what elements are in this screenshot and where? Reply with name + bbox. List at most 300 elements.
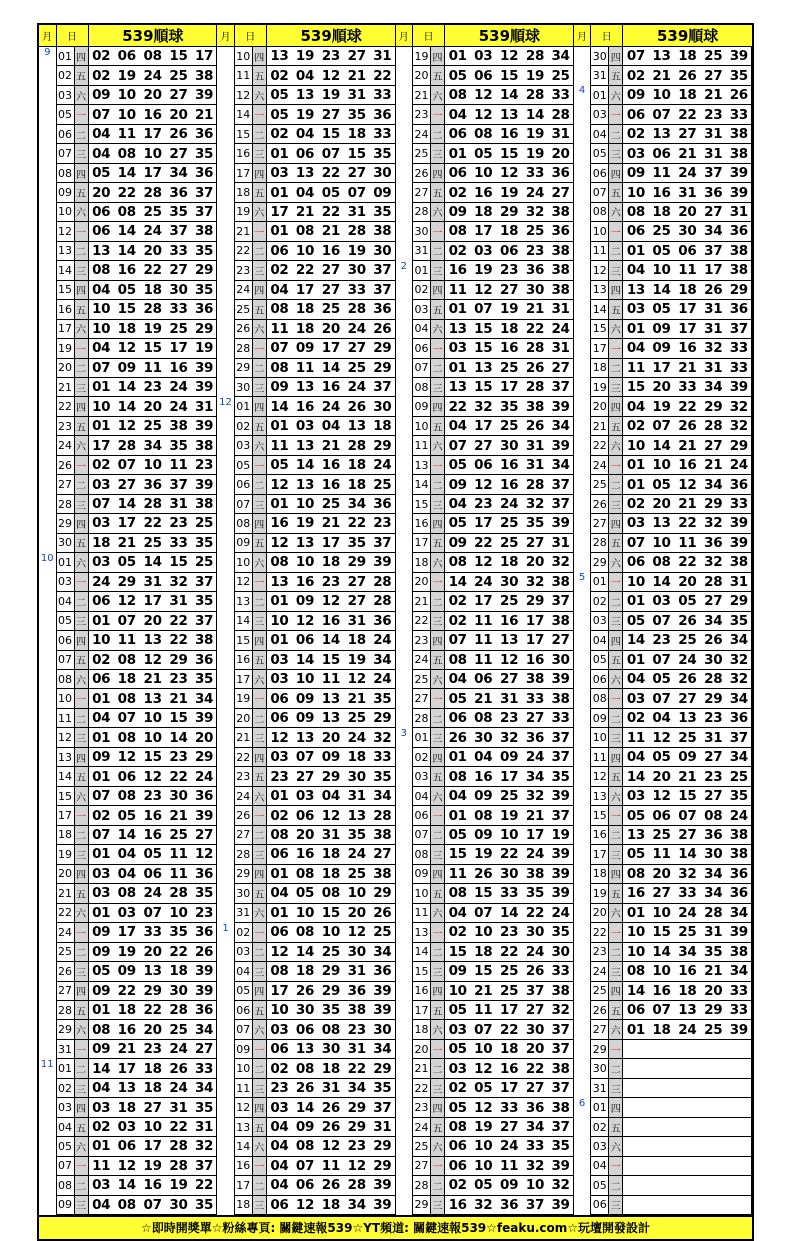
number-cell: 34: [700, 377, 726, 396]
table-row: [574, 494, 752, 513]
number-cell: 19: [496, 183, 522, 202]
day-cell: 25: [234, 300, 252, 319]
day-cell: 28: [413, 1176, 431, 1195]
number-cell: 39: [548, 845, 574, 864]
number-cell: 08: [114, 689, 140, 708]
number-cell: 26: [318, 1098, 344, 1117]
table-row: [574, 280, 752, 299]
number-cell: 10: [88, 631, 114, 650]
table-row: [39, 689, 217, 708]
number-cell: 13: [140, 631, 166, 650]
number-cell: 06: [88, 670, 114, 689]
day-cell: 10: [56, 202, 74, 221]
month-cell: [217, 124, 234, 143]
day-cell: 26: [591, 494, 609, 513]
weekday-cell: 二: [74, 825, 88, 844]
number-cell: 38: [726, 825, 752, 844]
month-cell: [39, 1156, 56, 1175]
number-cell: 32: [726, 416, 752, 435]
day-cell: 03: [56, 1098, 74, 1117]
number-cell: 30: [344, 942, 370, 961]
table-row: [217, 241, 395, 260]
weekday-cell: 六: [431, 1020, 445, 1039]
number-cell: 05: [623, 806, 649, 825]
weekday-cell: 四: [74, 747, 88, 766]
number-cell: 03: [88, 553, 114, 572]
number-cell: 13: [344, 416, 370, 435]
table-row: [396, 144, 574, 163]
table-row: [396, 339, 574, 358]
number-cell: 38: [191, 436, 217, 455]
month-cell: [217, 436, 234, 455]
number-cell: 07: [88, 358, 114, 377]
number-cell: 26: [318, 1117, 344, 1136]
number-cell: 05: [266, 85, 292, 104]
day-cell: 07: [413, 358, 431, 377]
weekday-cell: 四: [74, 163, 88, 182]
number-cell: 04: [88, 280, 114, 299]
number-cell: 21: [700, 455, 726, 474]
number-cell: 14: [114, 1176, 140, 1195]
number-cell: 17: [191, 47, 217, 66]
number-cell: 32: [191, 1137, 217, 1156]
month-cell: [39, 767, 56, 786]
number-cell: 28: [522, 377, 548, 396]
number-cell: 12: [318, 1137, 344, 1156]
number-cell: 18: [140, 280, 166, 299]
number-cell: 10: [649, 903, 675, 922]
number-cell: 12: [649, 728, 675, 747]
number-cell: 27: [674, 689, 700, 708]
weekday-cell: 六: [74, 1020, 88, 1039]
number-cell: 11: [445, 864, 471, 883]
table-row: [39, 319, 217, 338]
month-cell: [574, 650, 591, 669]
number-cell: 10: [292, 553, 318, 572]
number-cell: 38: [191, 66, 217, 85]
number-cell: 26: [370, 319, 396, 338]
table-row: [217, 747, 395, 766]
weekday-cell: 五: [252, 884, 266, 903]
number-cell: 27: [344, 592, 370, 611]
number-cell: 34: [548, 47, 574, 66]
month-cell: [217, 377, 234, 396]
number-cell: 04: [266, 1137, 292, 1156]
table-row: [574, 163, 752, 182]
number-cell: 12: [470, 280, 496, 299]
number-cell: 25: [700, 47, 726, 66]
number-cell: 29: [370, 1059, 396, 1078]
number-cell: 18: [649, 202, 675, 221]
month-cell: [396, 416, 413, 435]
month-cell: [396, 1176, 413, 1195]
weekday-cell: 一: [74, 105, 88, 124]
weekday-cell: 六: [252, 319, 266, 338]
weekday-cell: 五: [431, 416, 445, 435]
number-cell: 06: [266, 1039, 292, 1058]
number-cell: 20: [140, 1020, 166, 1039]
weekday-cell: 一: [431, 339, 445, 358]
number-cell: 05: [649, 241, 675, 260]
weekday-cell: 三: [252, 377, 266, 396]
day-cell: 21: [234, 222, 252, 241]
table-row: [574, 903, 752, 922]
table-row: [396, 183, 574, 202]
number-cell: 06: [445, 163, 471, 182]
number-cell: 33: [726, 339, 752, 358]
table-row: [574, 1176, 752, 1195]
day-cell: 29: [591, 553, 609, 572]
number-cell: 39: [370, 981, 396, 1000]
number-cell: 30: [496, 864, 522, 883]
month-cell: [396, 962, 413, 981]
number-cell: 38: [548, 1098, 574, 1117]
number-cell: 07: [674, 806, 700, 825]
number-cell: 22: [344, 1059, 370, 1078]
day-cell: 06: [413, 806, 431, 825]
number-cell: 13: [496, 631, 522, 650]
number-cell: 07: [470, 903, 496, 922]
month-cell: [396, 455, 413, 474]
month-cell: [574, 261, 591, 280]
number-cell: 39: [191, 962, 217, 981]
number-cell: 30: [548, 942, 574, 961]
number-cell: 36: [726, 300, 752, 319]
day-cell: 11: [234, 66, 252, 85]
number-cell: 35: [370, 1078, 396, 1097]
number-cell: 17: [166, 339, 192, 358]
number-cell: 26: [674, 670, 700, 689]
day-cell: 06: [591, 670, 609, 689]
number-cell: 23: [191, 455, 217, 474]
day-cell: 13: [56, 241, 74, 260]
number-cell: 29: [726, 280, 752, 299]
month-cell: [217, 981, 234, 1000]
table-row: [217, 650, 395, 669]
number-cell: 24: [318, 397, 344, 416]
number-cell: 29: [370, 708, 396, 727]
weekday-cell: 六: [74, 202, 88, 221]
number-cell: 13: [266, 47, 292, 66]
day-cell: 21: [591, 416, 609, 435]
number-cell: 15: [470, 377, 496, 396]
number-cell: 15: [674, 786, 700, 805]
number-cell: 11: [649, 163, 675, 182]
day-cell: 17: [56, 806, 74, 825]
number-cell: 10: [623, 572, 649, 591]
number-cell: 12: [140, 767, 166, 786]
weekday-cell: 六: [609, 903, 623, 922]
number-cell: 07: [318, 144, 344, 163]
number-cell: 03: [114, 1117, 140, 1136]
day-cell: 10: [56, 689, 74, 708]
number-cell: 15: [445, 845, 471, 864]
weekday-cell: 六: [74, 553, 88, 572]
number-cell: 30: [496, 436, 522, 455]
table-title: 539順球: [88, 25, 217, 47]
weekday-cell: 二: [431, 475, 445, 494]
weekday-cell: 二: [431, 708, 445, 727]
number-cell: 35: [370, 202, 396, 221]
weekday-cell: 二: [252, 592, 266, 611]
weekday-cell: 二: [74, 358, 88, 377]
number-cell: 38: [548, 261, 574, 280]
number-cell: 14: [649, 942, 675, 961]
number-cell: 25: [674, 923, 700, 942]
table-row: [574, 689, 752, 708]
number-cell: 38: [370, 222, 396, 241]
weekday-cell: 三: [74, 144, 88, 163]
number-cell: 02: [266, 66, 292, 85]
number-cell: 06: [88, 592, 114, 611]
month-cell: [39, 319, 56, 338]
number-cell: 26: [166, 1059, 192, 1078]
number-cell: 17: [522, 825, 548, 844]
day-cell: 28: [234, 845, 252, 864]
month-cell: [574, 1137, 591, 1156]
number-cell: 14: [496, 903, 522, 922]
number-cell: 18: [88, 533, 114, 552]
weekday-cell: 四: [431, 981, 445, 1000]
day-cell: 04: [56, 592, 74, 611]
table-row: [39, 1176, 217, 1195]
number-cell: 14: [292, 942, 318, 961]
number-cell: 33: [726, 358, 752, 377]
table-row: [39, 1195, 217, 1214]
number-cell: 35: [496, 397, 522, 416]
day-cell: 29: [413, 1195, 431, 1214]
number-cell: 03: [266, 163, 292, 182]
weekday-cell: 六: [74, 319, 88, 338]
weekday-cell: 六: [74, 670, 88, 689]
table-row: [39, 864, 217, 883]
number-cell: 22: [674, 105, 700, 124]
weekday-cell: 三: [252, 1078, 266, 1097]
day-cell: 03: [56, 85, 74, 104]
number-cell: 07: [623, 47, 649, 66]
number-cell: 33: [370, 747, 396, 766]
number-cell: 24: [522, 183, 548, 202]
day-cell: 21: [56, 377, 74, 396]
number-cell: 24: [344, 377, 370, 396]
month-cell: [217, 650, 234, 669]
table-row: [217, 728, 395, 747]
number-cell: 26: [191, 942, 217, 961]
number-cell: 16: [445, 1195, 471, 1214]
number-cell: 04: [266, 884, 292, 903]
number-cell: 26: [522, 962, 548, 981]
weekday-cell: 一: [252, 806, 266, 825]
number-cell: 38: [191, 631, 217, 650]
number-cell: 27: [700, 66, 726, 85]
number-cell: 21: [191, 105, 217, 124]
number-cell: 16: [496, 475, 522, 494]
table-row: [217, 631, 395, 650]
table-row: [217, 1078, 395, 1097]
number-cell: 20: [548, 144, 574, 163]
number-cell: 02: [445, 241, 471, 260]
draw-table: [574, 25, 752, 1215]
number-cell: 07: [470, 300, 496, 319]
weekday-cell: 五: [609, 416, 623, 435]
day-cell: 20: [234, 708, 252, 727]
number-cell: 12: [318, 66, 344, 85]
day-cell: 17: [591, 845, 609, 864]
weekday-cell: 五: [252, 300, 266, 319]
weekday-cell: 四: [252, 47, 266, 66]
day-cell: 24: [56, 923, 74, 942]
number-cell: 32: [700, 514, 726, 533]
weekday-cell: 一: [74, 689, 88, 708]
number-cell: 09: [114, 358, 140, 377]
month-cell: [217, 767, 234, 786]
table-row: [217, 767, 395, 786]
day-cell: 01: [413, 728, 431, 747]
number-cell: 03: [470, 241, 496, 260]
day-cell: 29: [234, 358, 252, 377]
number-cell: 38: [548, 241, 574, 260]
weekday-cell: 一: [252, 923, 266, 942]
number-cell: 06: [140, 864, 166, 883]
table-row: [396, 124, 574, 143]
weekday-cell: 二: [74, 942, 88, 961]
number-cell: 32: [522, 572, 548, 591]
number-cell: 34: [700, 884, 726, 903]
number-cell: 35: [166, 202, 192, 221]
number-cell: 11: [292, 358, 318, 377]
day-cell: 13: [56, 747, 74, 766]
day-cell: 21: [413, 1059, 431, 1078]
month-cell: [396, 689, 413, 708]
month-cell: [39, 416, 56, 435]
month-cell: [396, 1020, 413, 1039]
number-cell: 15: [114, 300, 140, 319]
number-cell: 02: [445, 1078, 471, 1097]
number-cell: 04: [114, 845, 140, 864]
number-cell: 01: [445, 144, 471, 163]
number-cell: 35: [191, 1098, 217, 1117]
month-cell: [217, 202, 234, 221]
number-cell: 24: [674, 1020, 700, 1039]
day-cell: 22: [56, 397, 74, 416]
table-row: [574, 572, 752, 591]
number-cell: 31: [726, 202, 752, 221]
number-cell: 21: [674, 436, 700, 455]
table-row: [396, 475, 574, 494]
number-cell: 30: [522, 1020, 548, 1039]
number-cell: 10: [649, 455, 675, 474]
weekday-cell: 六: [74, 85, 88, 104]
number-cell: 27: [674, 124, 700, 143]
day-cell: 04: [413, 319, 431, 338]
day-cell: 26: [413, 163, 431, 182]
number-cell: 19: [522, 144, 548, 163]
number-cell: 02: [88, 455, 114, 474]
month-cell: [574, 1195, 591, 1214]
day-cell: 12: [234, 1098, 252, 1117]
table-row: [396, 416, 574, 435]
month-cell: [574, 631, 591, 650]
number-cell: 11: [649, 845, 675, 864]
number-cell: 29: [114, 572, 140, 591]
number-cell: 17: [470, 592, 496, 611]
number-cell: 08: [292, 923, 318, 942]
weekday-cell: 二: [252, 358, 266, 377]
day-cell: 06: [234, 475, 252, 494]
number-cell: 26: [318, 1176, 344, 1195]
number-cell: 16: [318, 377, 344, 396]
number-cell: 23: [700, 767, 726, 786]
month-cell: [574, 183, 591, 202]
day-cell: 18: [234, 1195, 252, 1214]
number-cell: 08: [114, 884, 140, 903]
number-cell: 39: [726, 533, 752, 552]
number-cell: 35: [370, 767, 396, 786]
number-cell: 37: [370, 1098, 396, 1117]
number-cell: 39: [370, 1000, 396, 1019]
number-cell: 36: [370, 611, 396, 630]
number-cell: 24: [166, 1078, 192, 1097]
month-cell: [39, 747, 56, 766]
day-cell: 06: [56, 124, 74, 143]
number-cell: 13: [445, 319, 471, 338]
number-cell: 34: [370, 942, 396, 961]
month-cell: [396, 436, 413, 455]
number-cell: 27: [191, 825, 217, 844]
number-cell: 38: [726, 144, 752, 163]
day-cell: 04: [591, 124, 609, 143]
month-cell: [396, 611, 413, 630]
day-cell: 31: [56, 1039, 74, 1058]
table-row: [574, 66, 752, 85]
number-cell: 13: [292, 533, 318, 552]
number-cell: 36: [166, 183, 192, 202]
day-cell: 21: [413, 85, 431, 104]
number-cell: 18: [114, 670, 140, 689]
day-cell: 01: [56, 1059, 74, 1078]
month-cell: [396, 358, 413, 377]
number-cell: 10: [140, 455, 166, 474]
weekday-cell: 三: [252, 1195, 266, 1214]
number-cell: 08: [318, 1020, 344, 1039]
month-cell: [39, 66, 56, 85]
number-cell: 07: [114, 455, 140, 474]
weekday-cell: 六: [74, 436, 88, 455]
weekday-cell: 四: [431, 280, 445, 299]
month-cell: [574, 319, 591, 338]
number-cell: 03: [623, 786, 649, 805]
weekday-cell: 五: [431, 884, 445, 903]
month-cell: [396, 144, 413, 163]
number-cell: 21: [318, 222, 344, 241]
number-cell: 37: [166, 475, 192, 494]
weekday-cell: 一: [74, 1039, 88, 1058]
number-cell: 30: [166, 981, 192, 1000]
table-row: [217, 319, 395, 338]
day-cell: 24: [413, 124, 431, 143]
table-row: [396, 533, 574, 552]
number-cell: 10: [292, 670, 318, 689]
number-cell: 08: [266, 825, 292, 844]
table-row: [396, 1195, 574, 1214]
number-cell: 06: [292, 631, 318, 650]
number-cell: 14: [649, 436, 675, 455]
number-cell: 14: [114, 163, 140, 182]
number-cell: 28: [140, 183, 166, 202]
number-cell: 01: [88, 689, 114, 708]
number-cell: 10: [470, 163, 496, 182]
lottery-sheet: [37, 23, 754, 1241]
